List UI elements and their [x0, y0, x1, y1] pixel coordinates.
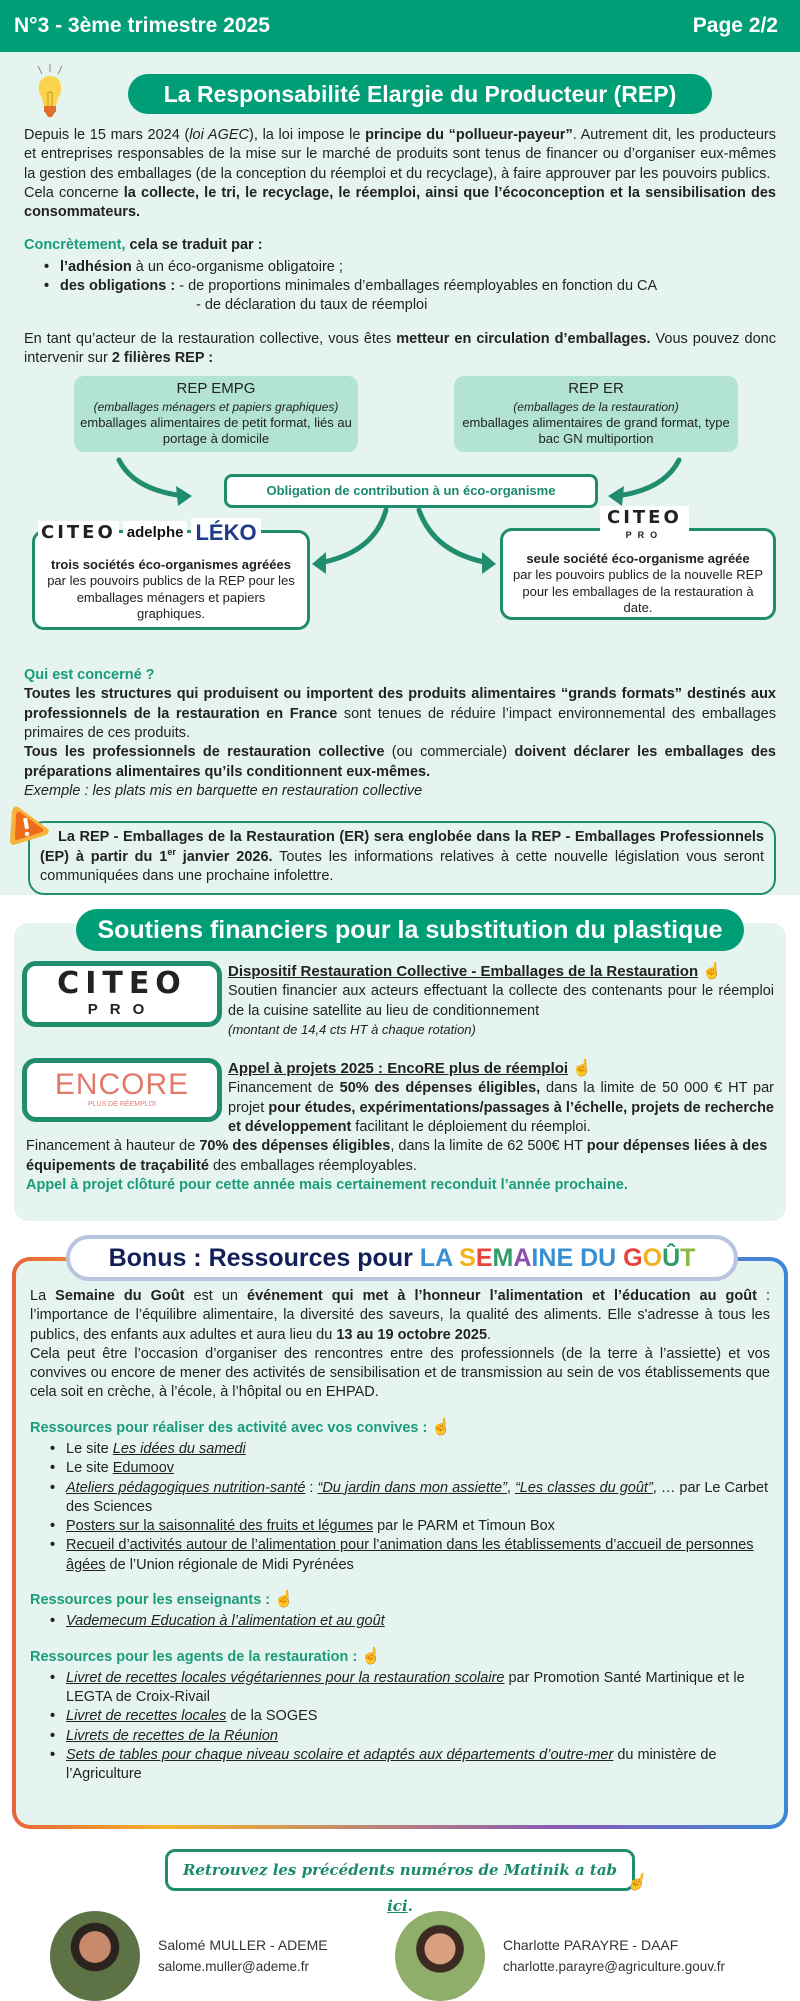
qui-heading: Qui est concerné ?	[24, 667, 155, 684]
email[interactable]: salome.muller@ademe.fr	[158, 1959, 310, 1975]
rep-intro-p1: Depuis le 15 mars 2024 (loi AGEC), la loi impose le principe du “pollueur-payeur”. Autrement dit, les producteurs et entreprises responsables de la mise sur le marché de produits sont tenus de financer ou d’organiser eux-mêmes la gestion des emballages (de la conception du réemploi et du recyclage), à faire approuver par les pouvoirs publics.	[24, 127, 777, 182]
logo-letter: L	[419, 1244, 436, 1272]
rep-title: La Responsabilité Elargie du Producteur (REP)	[128, 74, 712, 114]
dispositif-link[interactable]: Dispositif Restauration Collective - Emballages de la Restauration	[228, 963, 699, 980]
logo-letter: U	[598, 1244, 617, 1272]
semaine-du-gout-logo	[420, 1244, 696, 1272]
arrow-left-org	[319, 510, 386, 563]
pointer-hand-icon: ☝	[431, 1418, 452, 1436]
logo-letter: E	[556, 1244, 574, 1272]
pointer-hand-icon: ☝	[274, 1590, 295, 1608]
recueil-link[interactable]: Recueil d’activités autour de l’alimentation pour l’animation dans les établissements d’accueil de personnes âgées	[66, 1537, 754, 1573]
leko-logo: LÉKO	[191, 518, 260, 547]
livret-locales-link[interactable]: Livret de recettes locales	[66, 1708, 227, 1725]
lightbulb-icon	[30, 64, 70, 120]
logo-letter: O	[642, 1244, 663, 1272]
bonus-section	[0, 1244, 800, 1829]
list-item: • des obligations : - de proportions minimales d’emballages réemployables en fonction du CA - de déclaration du taux de réemploi	[44, 277, 776, 316]
three-orgs-box: trois sociétés éco-organismes agréées par les pouvoirs publics de la REP pour les emballages ménagers et papiers graphiques.	[32, 530, 310, 630]
rep-diagram	[24, 378, 776, 658]
concretement-lead: Concrètement, cela se traduit par :	[24, 237, 263, 254]
encore-funding: ENCORE PLUS DE RÉEMPLOI Appel à projets 2025 : EncoRE plus de réemploi ☝ Financement de 50% des dépenses éligibles, dans la limite de 50 000 € HT par projet pour études, expérimentations/passages à l’échelle, projets de recherche et développement facilitant le déploiement du réemploi.	[22, 1058, 774, 1137]
classes-gout-link[interactable]: “Les classes du goût”	[514, 1479, 653, 1496]
avatar	[395, 1911, 485, 2001]
soutiens-title: Soutiens financiers pour la substitution du plastique	[76, 909, 744, 951]
contact-card: Salomé MULLER - ADEME salome.muller@ademe.fr	[50, 1911, 395, 2001]
citeo-logo: CITEO	[38, 521, 119, 545]
warning-icon	[8, 803, 52, 847]
archive-link[interactable]: ici	[387, 1897, 408, 1915]
citeo-pro-logo: CITEO PRO	[600, 506, 689, 540]
agents-heading: Ressources pour les agents de la restauration : ☝	[30, 1646, 770, 1667]
issue-label: N°3 - 3ème trimestre 2025	[14, 14, 270, 38]
qui-p2: Tous les professionnels de restauration collective (ou commerciale) doivent déclarer les emballages des préparations alimentaires qu’ils conditionnent eux-mêmes.	[24, 744, 776, 780]
bonus-frame	[12, 1257, 788, 1829]
enseignants-list	[50, 1612, 770, 1631]
logo-letter: D	[580, 1244, 599, 1272]
list-item: • Le site Les idées du samedi	[50, 1440, 770, 1459]
page-number: Page 2/2	[692, 14, 778, 38]
list-item: • Recueil d’activités autour de l’alimentation pour l’animation dans les établissements d’accueil de personnes âgées de l’Union régionale de Midi Pyrénées	[50, 1536, 770, 1575]
list-item: • l’adhésion à un éco-organisme obligatoire ;	[44, 258, 776, 277]
logo-letter: T	[680, 1244, 696, 1272]
adelphe-logo: adelphe	[123, 521, 188, 545]
list-item: • Ateliers pédagogiques nutrition-santé : “Du jardin dans mon assiette”, “Les classes du goût”, … par Le Carbet des Sciences	[50, 1479, 770, 1518]
pointer-hand-icon: ☝	[572, 1060, 593, 1078]
encore-link[interactable]: Appel à projets 2025 : EncoRE plus de réemploi	[228, 1060, 569, 1078]
qui-example: Exemple : les plats mis en barquette en restauration collective	[24, 782, 423, 799]
convives-list	[50, 1440, 770, 1575]
encore-70-paragraph: Financement à hauteur de 70% des dépenses éligibles, dans la limite de 62 500€ HT pour dépenses liées à des équipements de traçabilité des emballages réemployables.	[26, 1138, 768, 1174]
acteur-paragraph: En tant qu’acteur de la restauration collective, vous êtes metteur en circulation d’emballages. Vous pouvez donc intervenir sur 2 filières REP :	[24, 330, 776, 366]
encore-closed-note: Appel à projet clôturé pour cette année mais certainement reconduit l’année prochaine.	[26, 1176, 628, 1193]
list-item: • Livret de recettes locales végétariennes pour la restauration scolaire par Promotion Santé Martinique et le LEGTA de Croix-Rivail	[50, 1669, 770, 1708]
citeo-pro-logo-box: CITEO PRO	[22, 961, 222, 1027]
list-item: • Posters sur la saisonnalité des fruits et légumes par le PARM et Timoun Box	[50, 1517, 770, 1536]
contact-card: Charlotte PARAYRE - DAAF charlotte.parayre@agriculture.gouv.fr	[395, 1911, 740, 2001]
posters-link[interactable]: Posters sur la saisonnalité des fruits et légumes	[66, 1518, 374, 1535]
ateliers-link[interactable]: Ateliers pédagogiques nutrition-santé	[66, 1479, 306, 1496]
citeo-pro-box: seule société éco-organisme agréée par les pouvoirs publics de la nouvelle REP pour les emballages de la restauration à date.	[500, 528, 776, 620]
livret-vegetarien-link[interactable]: Livret de recettes locales végétariennes pour la restauration scolaire	[66, 1669, 505, 1686]
logo-letter: A	[513, 1244, 532, 1272]
sets-tables-link[interactable]: Sets de tables pour chaque niveau scolaire et adaptés aux départements d’outre-mer	[66, 1746, 614, 1763]
vademecum-link[interactable]: Vademecum Education à l’alimentation et au goût	[66, 1613, 385, 1630]
idees-samedi-link[interactable]: Les idées du samedi	[112, 1440, 246, 1457]
jardin-link[interactable]: “Du jardin dans mon assiette”	[317, 1479, 507, 1496]
pointer-hand-icon: ☝	[361, 1647, 382, 1665]
rep-intro-p2: Cela concerne la collecte, le tri, le recyclage, le réemploi, ainsi que l’écoconception et la sensibilisation des consommateurs.	[24, 184, 776, 221]
bonus-p1: La Semaine du Goût est un événement qui met à l’honneur l’alimentation et l’éducation au goût : l’importance de l’équilibre alimentaire, la diversité des saveurs, la qualité des aliments. Elle s'adresse à tous les publics, des enfants aux adultes et aura lieu du 13 au 19 octobre 2025.	[30, 1288, 770, 1343]
list-item: • Le site Edumoov	[50, 1459, 770, 1478]
logo-letter: N	[538, 1244, 557, 1272]
logo-letter: I	[531, 1244, 539, 1272]
arrow-empg	[119, 460, 184, 496]
convives-heading: Ressources pour réaliser des activité avec vos convives : ☝	[30, 1417, 770, 1438]
logo-letter: E	[475, 1244, 493, 1272]
obligation-box: Obligation de contribution à un éco-organisme	[224, 474, 598, 508]
email[interactable]: charlotte.parayre@agriculture.gouv.fr	[503, 1959, 726, 1975]
agents-list	[50, 1669, 770, 1785]
qui-p1: Toutes les structures qui produisent ou importent des produits alimentaires “grands formats” destinés aux professionnels de la restauration en France sont tenues de réduire l’impact environnemental des emballages primaires de ces produits.	[24, 686, 776, 741]
citeo-pro-funding: CITEO PRO Dispositif Restauration Collective - Emballages de la Restauration ☝ Soutien financier aux acteurs effectuant la collecte des contenants pour le réemploi de la cuisine satellite au lieu de conditionnement (montant de 14,4 cts HT à chaque rotation)	[22, 961, 774, 1040]
list-item	[50, 1727, 770, 1746]
logo-letter: M	[492, 1244, 514, 1272]
soutiens-section	[14, 916, 786, 1221]
list-item: • Livret de recettes locales de la SOGES	[50, 1707, 770, 1726]
livrets-reunion-link[interactable]: Livrets de recettes de la Réunion	[66, 1727, 278, 1744]
archive-banner: Retrouvez les précédents numéros de Matinik a tab ici. ☝	[165, 1849, 635, 1891]
enseignants-heading: Ressources pour les enseignants : ☝	[30, 1589, 770, 1610]
avatar	[50, 1911, 140, 2001]
logo-letter: S	[459, 1244, 476, 1272]
pointer-hand-icon: ☝	[702, 963, 723, 980]
list-item: • Sets de tables pour chaque niveau scolaire et adaptés aux départements d’outre-mer du ministère de l’Agriculture	[50, 1746, 770, 1785]
eco-org-logos	[38, 518, 261, 547]
arrow-er	[616, 460, 679, 496]
logo-letter: G	[623, 1244, 643, 1272]
logo-letter: Û	[662, 1244, 681, 1272]
warning-box: La REP - Emballages de la Restauration (ER) sera englobée dans la REP - Emballages Professionnels (EP) à partir du 1er janvier 2026. Toutes les informations relatives à cette nouvelle législation vous seront communiquées dans une prochaine infolettre.	[28, 821, 776, 895]
rep-empg-box: REP EMPG (emballages ménagers et papiers graphiques) emballages alimentaires de petit format, liés au portage à domicile	[74, 376, 358, 452]
arrow-right-org	[419, 510, 489, 563]
pointer-hand-icon: ☝	[626, 1872, 646, 1891]
list-item	[50, 1612, 770, 1631]
rep-section	[0, 52, 800, 895]
obligations-list	[44, 258, 776, 316]
encore-logo-box: ENCORE PLUS DE RÉEMPLOI	[22, 1058, 222, 1122]
rep-er-box: REP ER (emballages de la restauration) emballages alimentaires de grand format, type bac GN multiportion	[454, 376, 738, 452]
edumoov-link[interactable]: Edumoov	[112, 1460, 175, 1477]
bonus-title: Bonus : Ressources pour LA SEMAINE DU GOÛT	[66, 1235, 738, 1281]
logo-letter: A	[435, 1244, 453, 1272]
header-bar	[0, 0, 800, 52]
bonus-p2: Cela peut être l’occasion d’organiser des rencontres entre des professionnels (de la terre à l’assiette) et vos convives ou encore de mener des activités de sensibilisation et de transmission au sein de vos établissements que cela soit en crèche, à l’école, à l’hôpital ou en EHPAD.	[30, 1345, 770, 1401]
